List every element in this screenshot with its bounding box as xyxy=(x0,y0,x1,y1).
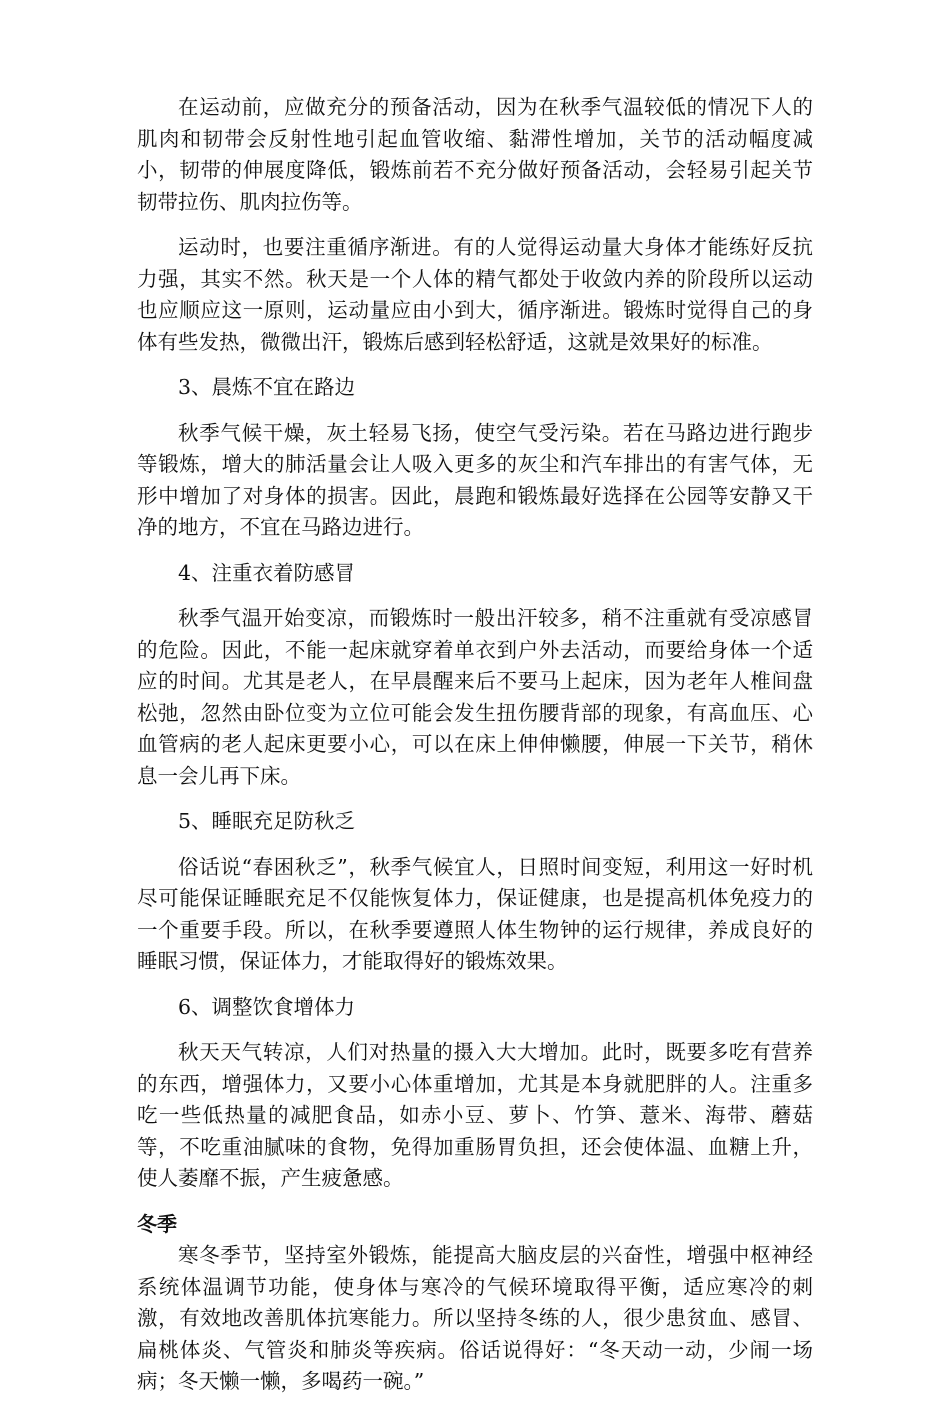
section-title-winter: 冬季 xyxy=(137,1211,177,1236)
tip-body-3: 秋季气候干燥，灰土轻易飞扬，使空气受污染。若在马路边进行跑步等锻炼，增大的肺活量会让人吸入更多的灰尘和汽车排出的有害气体，无形中增加了对身体的损害。因此，晨跑和锻炼最好选择在公园等安静又干净的地方，不宜在马路边进行。 xyxy=(137,420,813,539)
tip-heading-5: 5、睡眠充足防秋乏 xyxy=(178,809,356,833)
tip-heading-3: 3、晨炼不宜在路边 xyxy=(178,375,356,399)
paragraph-gradual-progress: 运动时，也要注重循序渐进。有的人觉得运动量大身体才能练好反抗力强，其实不然。秋天是一个人体的精气都处于收敛内养的阶段所以运动也应顺应这一原则，运动量应由小到大，循序渐进。锻炼时觉得自己的身体有些发热，微微出汗，锻炼后感到轻松舒适，这就是效果好的标准。 xyxy=(137,235,813,354)
document-body xyxy=(137,92,813,1412)
paragraph-warmup: 在运动前，应做充分的预备活动，因为在秋季气温较低的情况下人的肌肉和韧带会反射性地引起血管收缩、黏滞性增加，关节的活动幅度减小，韧带的伸展度降低，锻炼前若不充分做好预备活动，会轻易引起关节韧带拉伤、肌肉拉伤等。 xyxy=(137,95,813,214)
paragraph-winter: 寒冬季节，坚持室外锻炼，能提高大脑皮层的兴奋性，增强中枢神经系统体温调节功能，使身体与寒冷的气候环境取得平衡，适应寒冷的刺激，有效地改善肌体抗寒能力。所以坚持冬练的人，很少患贫血、感冒、扁桃体炎、气管炎和肺炎等疾病。俗话说得好：“冬天动一动，少闹一场病；冬天懒一懒，多喝药一碗。” xyxy=(137,1243,813,1393)
tip-body-5: 俗话说“春困秋乏”，秋季气候宜人，日照时间变短，利用这一好时机尽可能保证睡眠充足不仅能恢复体力，保证健康，也是提高机体免疫力的一个重要手段。所以，在秋季要遵照人体生物钟的运行规律，养成良好的睡眠习惯，保证体力，才能取得好的锻炼效果。 xyxy=(137,854,813,973)
tip-body-4: 秋季气温开始变凉，而锻炼时一般出汗较多，稍不注重就有受凉感冒的危险。因此，不能一起床就穿着单衣到户外去活动，而要给身体一个适应的时间。尤其是老人，在早晨醒来后不要马上起床，因为老年人椎间盘松弛，忽然由卧位变为立位可能会发生扭伤腰背部的现象，有高血压、心血管病的老人起床更要小心，可以在床上伸伸懒腰，伸展一下关节，稍休息一会儿再下床。 xyxy=(137,606,813,788)
tip-heading-6: 6、调整饮食增体力 xyxy=(178,994,356,1019)
tip-heading-4: 4、注重衣着防感冒 xyxy=(178,560,356,585)
tip-body-6: 秋天天气转凉，人们对热量的摄入大大增加。此时，既要多吃有营养的东西，增强体力，又要小心体重增加，尤其是本身就肥胖的人。注重多吃一些低热量的减肥食品，如赤小豆、萝卜、竹笋、薏米、海带、蘑菇等，不吃重油腻味的食物，免得加重肠胃负担，还会使体温、血糖上升，使人萎靡不振，产生疲惫感。 xyxy=(137,1040,813,1190)
